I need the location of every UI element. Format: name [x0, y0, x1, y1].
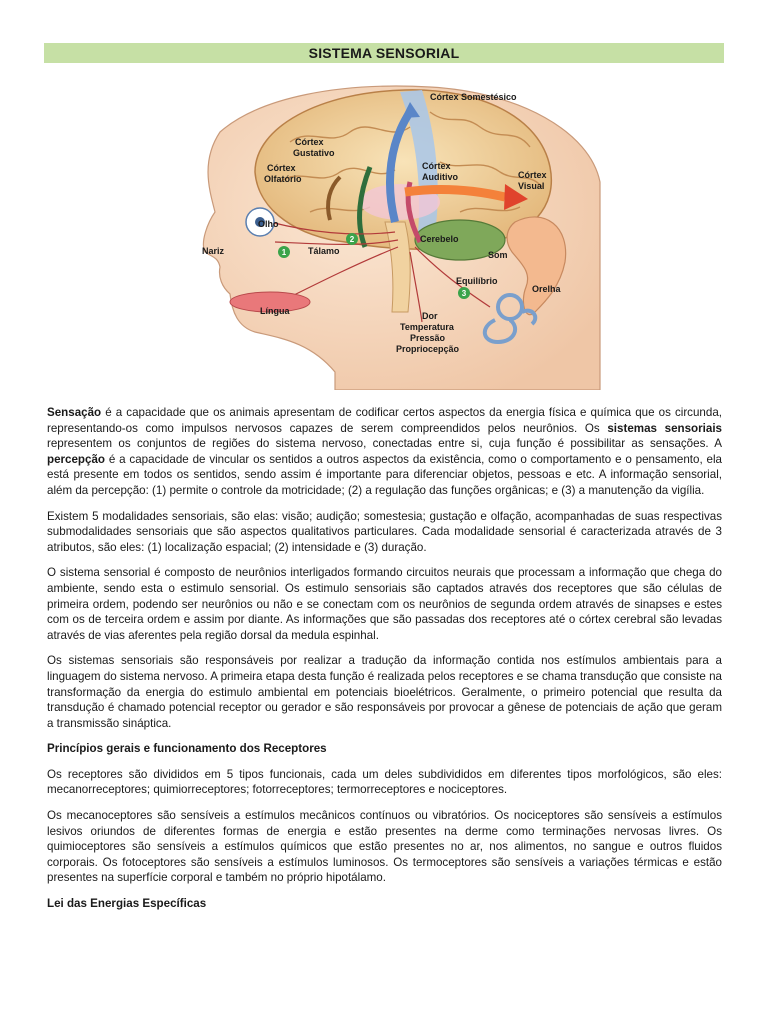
badge-2-label: 2: [349, 235, 355, 244]
heading-receptores: Princípios gerais e funcionamento dos Receptores: [47, 742, 327, 756]
label-cortex-olfatorio-2: Olfatório: [264, 174, 302, 184]
heading-lei-energias: Lei das Energias Específicas: [47, 897, 207, 911]
badge-3-label: 3: [461, 289, 467, 298]
label-cortex-olfatorio-1: Córtex: [267, 163, 296, 173]
paragraph-tipos-receptores: Os receptores são divididos em 5 tipos funcionais, cada um deles subdivididos em diferentes tipos morfológicos, são eles: mecanorreceptores; quimiorreceptores; fotorreceptores; termorreceptores e nociceptores.: [47, 767, 722, 797]
label-olho: Olho: [258, 219, 279, 229]
label-temperatura: Temperatura: [400, 322, 454, 332]
term-sistemas-sensoriais: sistemas sensoriais: [607, 421, 722, 435]
label-cortex-gustativo-1: Córtex: [295, 137, 324, 147]
label-lingua: Língua: [260, 306, 290, 316]
label-equilibrio: Equilíbrio: [456, 276, 498, 286]
page-title: SISTEMA SENSORIAL: [44, 43, 724, 63]
label-dor: Dor: [422, 311, 438, 321]
label-som: Som: [488, 250, 508, 260]
badge-1-label: 1: [281, 248, 287, 257]
paragraph-receptores-detalhe: Os mecanoceptores são sensíveis a estímulos mecânicos contínuos ou vibratórios. Os nociceptores são sensíveis a estímulos lesivos oriundos de diferentes formas de energia e estão presentes na derme como terminações nervosas livres. Os quimioceptores são sensíveis a estímulos químicos que estão presentes no ar, nos alimentos, no sangue e outros fluidos corporais. Os fotoceptores são sensíveis a estímulos luminosos. Os termoceptores são sensíveis a variações térmicas e estão presentes na superfície corporal e também no próprio hipotálamo.: [47, 809, 722, 885]
label-cortex-gustativo-2: Gustativo: [293, 148, 335, 158]
term-sensacao: Sensação: [47, 406, 102, 419]
label-cortex-visual-2: Visual: [518, 181, 545, 191]
label-cortex-auditivo-1: Córtex: [422, 161, 451, 171]
label-nariz: Nariz: [202, 246, 225, 256]
paragraph-sensacao: Sensação é a capacidade que os animais apresentam de codificar certos aspectos da energia física e química que os circunda, representando-os como impulsos nervosos capazes de serem compreendidos pelos neurônios. Os sistemas sensoriais representem os conjuntos de regiões do sistema nervoso, conectadas entre si, cuja função é possibilitar as sensações. A percepção é a capacidade de vincular os sentidos a outros aspectos da existência, como o comportamento e o pensamento, ela está presente em todos os sentidos, sendo assim é importante para diferenciar objetos, pessoas e etc. A informação sensorial, além da percepção: (1) permite o controle da motricidade; (2) a regulação das funções orgânicas; e (3) a manutenção da vigília.: [47, 406, 722, 497]
label-pressao: Pressão: [410, 333, 446, 343]
sensory-system-diagram: [160, 72, 620, 390]
paragraph-transducao: Os sistemas sensoriais são responsáveis por realizar a tradução da informação contida nos estímulos ambientais para a linguagem do sistema nervoso. A primeira etapa desta função é realizada pelos receptores e se chama transdução que consiste na transformação da energia do estimulo ambiental em potenciais bioelétricos. Geralmente, o primeiro potencial que resulta da transdução é chamado potencial receptor ou gerador e são responsáveis por provocar a gênese de potenciais de ação que geram a transmissão sináptica.: [47, 654, 722, 730]
label-orelha: Orelha: [532, 284, 561, 294]
label-cerebelo: Cerebelo: [420, 234, 459, 244]
label-cortex-auditivo-2: Auditivo: [422, 172, 458, 182]
label-propriocepcao: Propriocepção: [396, 344, 460, 354]
paragraph-modalidades: Existem 5 modalidades sensoriais, são elas: visão; audição; somestesia; gustação e olfação, acompanhadas de suas respectivas submodalidades sensoriais que são aspectos qualitativos particulares. Cada modalidade sensorial é caracterizada através de 3 atributos, são eles: (1) localização espacial; (2) intensidade e (3) duração.: [47, 509, 722, 554]
document-body: [47, 405, 722, 922]
label-cortex-somestesico: Córtex Somestésico: [430, 92, 517, 102]
label-talamo: Tálamo: [308, 246, 340, 256]
label-cortex-visual-1: Córtex: [518, 170, 547, 180]
term-percepcao: percepção: [47, 452, 105, 466]
paragraph-composicao: O sistema sensorial é composto de neurônios interligados formando circuitos neurais que processam a informação que chega do ambiente, sendo esta o estimulo sensorial. Os estimulo sensoriais são captados através dos receptores que são células de primeira ordem, podendo ser neurônios ou não e se conectam com os neurônios de segunda ordem através de sinapses e estes com os de terceira ordem e assim por diante. As informações que são passadas dos receptores até o córtex cerebral são levadas através de vias aferentes pela região dorsal da medula espinhal.: [47, 566, 722, 642]
